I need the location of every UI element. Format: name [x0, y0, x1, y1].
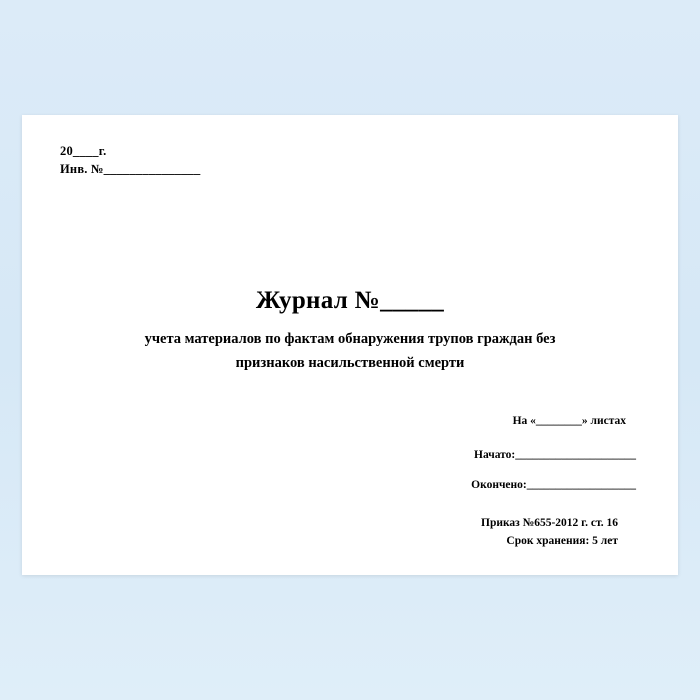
header-block [60, 143, 640, 179]
finished-date-field: Окончено:___________________ [471, 479, 636, 491]
started-date-field: Начато:_____________________ [474, 449, 636, 461]
sheets-count-field: На «________» листах [512, 415, 626, 427]
page-subtitle-line-2: признаков насильственной смерти [235, 354, 465, 371]
page-subtitle [22, 328, 678, 376]
page-subtitle-line-1: учета материалов по фактам обнаружения трупов граждан без [144, 331, 556, 347]
page-title: Журнал №_____ [255, 287, 445, 314]
footer-block [306, 415, 636, 551]
inventory-number-field: Инв. №_______________ [60, 161, 201, 176]
order-reference: Приказ №655-2012 г. ст. 16 [481, 517, 618, 529]
retention-period: Срок хранения: 5 лет [506, 534, 618, 547]
title-block [22, 287, 678, 376]
page-content [22, 115, 678, 575]
order-reference-block [306, 515, 636, 551]
year-field: 20____г. [60, 144, 107, 158]
document-page [22, 115, 678, 575]
